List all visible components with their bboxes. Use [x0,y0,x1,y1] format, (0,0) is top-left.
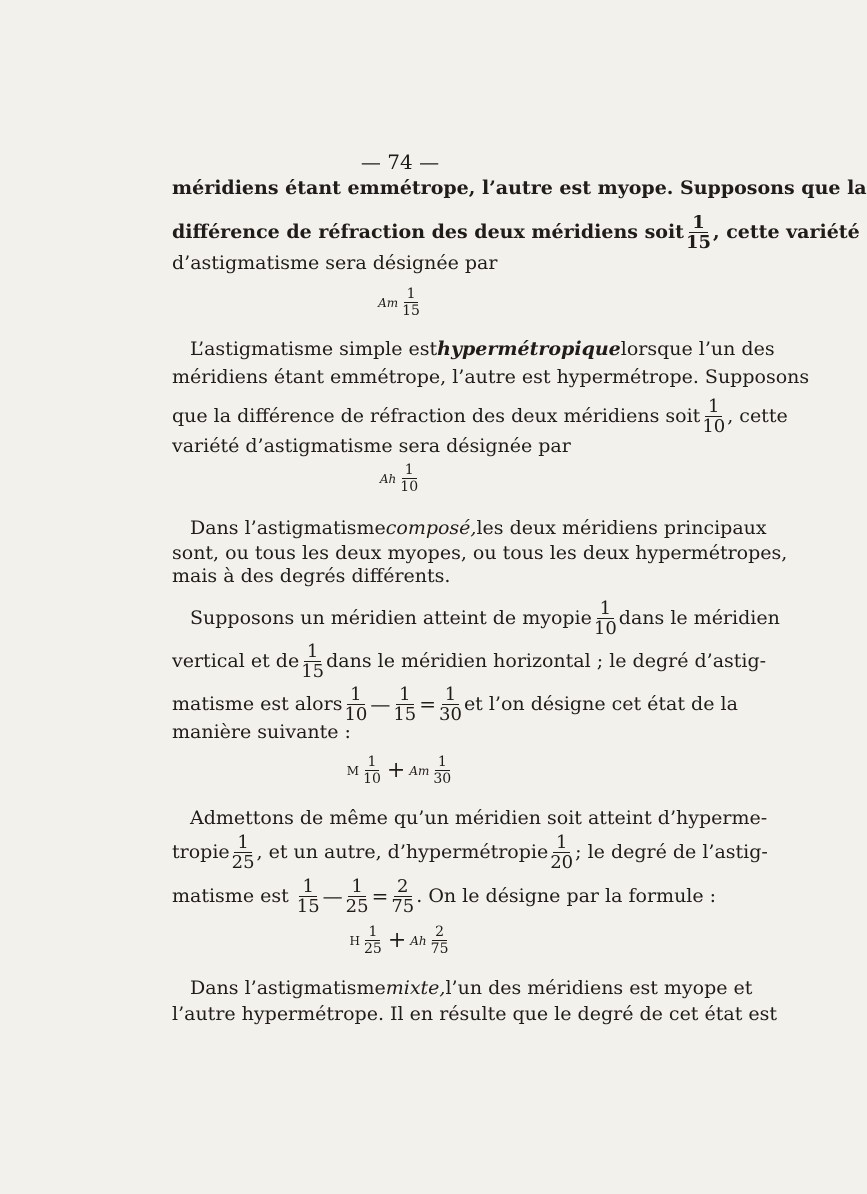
text-span: tropie [172,841,230,863]
equals-sign: = [419,692,437,716]
fraction [702,397,725,436]
text-line [172,426,668,466]
denominator: 10 [593,617,617,639]
text-span: ; le degré de l’astig- [575,841,768,863]
equals-sign: = [371,884,389,908]
fraction [550,833,573,872]
denominator: 15 [402,303,420,319]
emphasis-text: composé, [385,517,477,539]
fraction [433,754,451,787]
formula-am [0,286,800,319]
numerator: 1 [402,462,417,479]
numerator: 1 [553,833,570,853]
text-span: dans le méridien [618,607,780,629]
page-number: — 74 — [360,150,440,174]
numerator: 1 [705,397,722,417]
denominator: 25 [345,895,369,917]
numerator: 1 [348,877,365,897]
formula-label: Am [378,295,399,310]
text-span: que la différence de réfraction des deux méridiens soit [172,405,701,427]
fraction [297,877,320,916]
text-span: vertical et de [172,650,300,672]
equation-group [295,877,716,916]
denominator: 10 [344,703,368,725]
text-span: L’astigmatisme simple est [190,338,438,360]
text-span: dans le méridien horizontal ; le degré d’astig- [326,650,767,672]
text-group [172,599,619,638]
plus-sign: + [387,928,407,953]
formula-ah [0,462,800,495]
denominator: 30 [439,703,462,725]
plus-sign: + [386,758,406,783]
text-span: Dans l’astigmatisme [190,517,386,539]
text-span: méridiens étant emmétrope, l’autre est myope. Supposons que la [172,177,867,199]
numerator: 1 [435,754,450,771]
text-line [172,597,780,639]
fraction [363,754,381,787]
fraction [391,877,414,916]
denominator: 15 [296,895,320,917]
text-span: méridiens étant emmétrope, l’autre est hypermétrope. Supposons [172,366,810,388]
fraction [232,833,255,872]
formula-m-am [0,754,800,787]
fraction [686,213,711,252]
text-span: , et un autre, d’hypermétropie [256,841,549,863]
text-span: l’autre hypermétrope. Il en résulte que le degré de cet état est [172,1003,777,1025]
text-span: l’un des méridiens est myope et [445,977,753,999]
numerator: 2 [432,924,447,941]
text-span: variété d’astigmatisme sera désignée par [172,435,571,457]
formula-label: Am [409,763,430,778]
text-span: , cette variété [713,221,860,243]
formula-label: M [346,763,360,778]
text-group [172,642,326,681]
numerator: 1 [689,213,708,233]
denominator: 75 [430,941,449,957]
denominator: 10 [702,415,726,437]
numerator: 1 [365,754,380,771]
text-span: , cette [727,405,788,427]
denominator: 15 [685,231,711,253]
formula-label: Ah [410,933,427,948]
numerator: 1 [597,599,614,619]
minus-sign: — [370,692,391,716]
text-line [172,556,668,596]
text-span: d’astigmatisme sera désignée par [172,252,498,274]
denominator: 30 [433,771,452,787]
text-span: différence de réfraction des deux méridiens soit [172,221,684,243]
text-group [172,833,575,872]
text-line [172,243,668,283]
numerator: 1 [234,833,251,853]
fraction [402,286,420,319]
formula-label: Ah [379,471,397,486]
numerator: 1 [442,685,459,705]
text-line [172,875,717,917]
fraction-group [700,397,787,436]
text-span: Admettons de même qu’un méridien soit atteint d’hyperme- [190,807,768,829]
numerator: 1 [365,924,380,941]
formula-label: H [349,933,360,948]
fraction [364,924,382,957]
text-line [172,712,668,752]
text-span: matisme est [172,885,289,907]
denominator: 75 [391,895,415,917]
text-span: Dans l’astigmatisme [190,977,386,999]
text-line [172,831,768,873]
minus-sign: — [322,884,343,908]
numerator: 1 [299,877,316,897]
numerator: 1 [347,685,364,705]
denominator: 20 [550,851,574,873]
formula-h-ah [0,924,800,957]
fraction [594,599,617,638]
denominator: 10 [400,479,419,495]
emphasis-text: hypermétropique [437,338,621,360]
denominator: 15 [301,660,325,682]
denominator: 25 [231,851,255,873]
text-span: Supposons un méridien atteint de myopie [190,607,592,629]
text-span: sont, ou tous les deux myopes, ou tous les deux hypermétropes, [172,542,788,564]
denominator: 25 [363,941,382,957]
fraction-group [684,213,860,252]
text-line [172,640,767,682]
fraction [431,924,449,957]
denominator: 15 [393,703,417,725]
text-span: matisme est alors [172,693,343,715]
numerator: 2 [394,877,411,897]
fraction [400,462,418,495]
fraction [346,877,369,916]
fraction [301,642,324,681]
text-span: lorsque l’un des [620,338,775,360]
text-span: manière suivante : [172,721,351,743]
denominator: 10 [363,771,381,787]
text-line [172,357,810,397]
numerator: 1 [396,685,413,705]
text-line [172,168,867,208]
numerator: 1 [304,642,321,662]
text-span: mais à des degrés différents. [172,565,451,587]
emphasis-text: mixte, [385,977,446,999]
text-span: . On le désigne par la formule : [416,885,717,907]
text-span: et l’on désigne cet état de la [463,693,738,715]
numerator: 1 [404,286,419,303]
text-line [172,994,777,1034]
text-span: les deux méridiens principaux [476,517,767,539]
